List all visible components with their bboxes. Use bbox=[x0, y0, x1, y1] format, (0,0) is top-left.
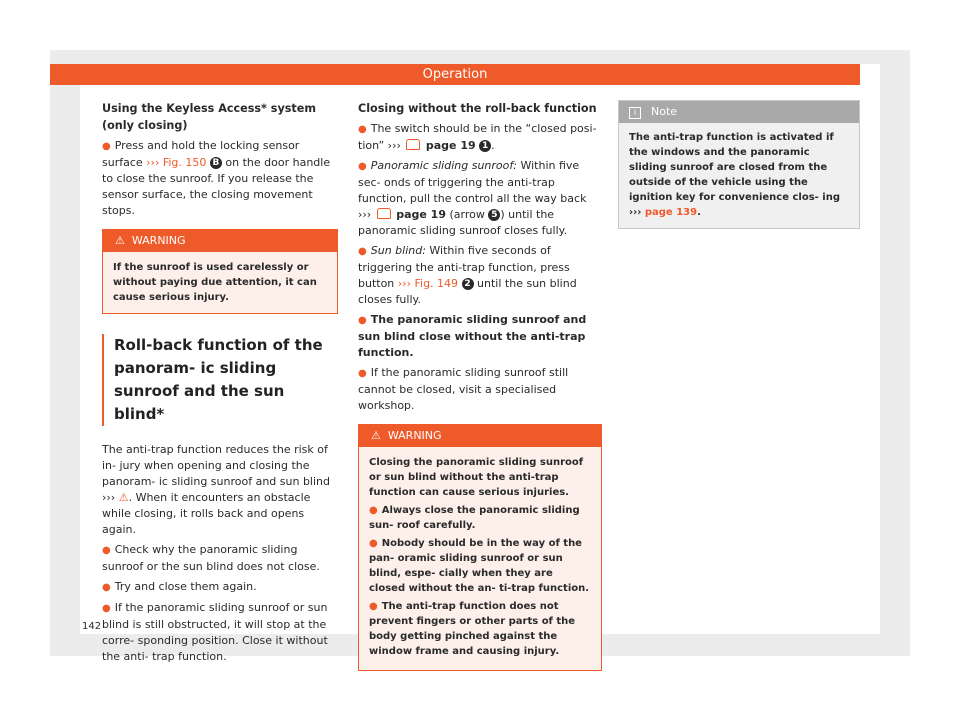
marker-5: 5 bbox=[488, 209, 500, 221]
warning-header: ⚠ WARNING bbox=[359, 425, 601, 447]
section-header: Operation bbox=[50, 64, 860, 85]
bullet-icon: ● bbox=[102, 141, 111, 152]
warning-icon: ⚠ bbox=[115, 234, 125, 247]
list-item: ● Check why the panoramic sliding sunroof or the sun blind does not close. bbox=[102, 543, 320, 573]
bullet-icon: ● bbox=[102, 603, 111, 614]
warning-item: ● Nobody should be in the way of the pan- oramic sliding sunroof or sun blind, espe- cially when they are closed without the an- ti-trap function. bbox=[369, 538, 590, 594]
page-139-link[interactable]: page 139 bbox=[644, 207, 698, 218]
list-item: ● The panoramic sliding sunroof and sun blind close without the anti-trap function. bbox=[358, 313, 587, 359]
list-item: ● Try and close them again. bbox=[102, 580, 257, 593]
bullet-icon: ● bbox=[358, 124, 367, 135]
list-item: ● Panoramic sliding sunroof: Within five sec- onds of triggering the anti-trap function, pull the control all the way back ››› page 19 (arrow 5 ) until the panoramic sliding sunroof closes fully. bbox=[358, 159, 587, 237]
page-ref[interactable]: page 19 bbox=[396, 208, 446, 221]
page-number: 142 bbox=[82, 621, 102, 632]
bullet-icon: ● bbox=[102, 582, 111, 593]
rollback-intro: The anti-trap function reduces the risk of in- jury when opening and closing the panoram- ic sliding sunroof and sun blind ››› ⚠. When it encounters an obstacle while closing, it rolls back and opens again. bbox=[102, 443, 330, 536]
rollback-section-title: Roll-back function of the panoram- ic sliding sunroof and the sun blind* bbox=[102, 334, 338, 426]
warning-item: ● The anti-trap function does not prevent fingers or other parts of the body getting pinched against the window frame and causing injury. bbox=[369, 601, 576, 657]
car-icon bbox=[406, 139, 420, 150]
marker-1: 1 bbox=[479, 140, 491, 152]
bullet-icon: ● bbox=[358, 315, 367, 326]
column-left bbox=[102, 100, 338, 669]
list-item: ● The switch should be in the “closed posi- tion” ››› page 19 1 . bbox=[358, 122, 597, 152]
bullet-icon: ● bbox=[358, 161, 367, 172]
keyless-heading: Using the Keyless Access* system (only closing) bbox=[102, 102, 317, 132]
warning-body bbox=[359, 447, 601, 670]
warning-intro: Closing the panoramic sliding sunroof or sun blind without the anti-trap function can cause serious injuries. bbox=[369, 457, 584, 498]
info-icon: i bbox=[629, 107, 641, 119]
bullet-icon: ● bbox=[369, 505, 378, 516]
warning-header: ⚠ WARNING bbox=[103, 230, 337, 252]
page-ref[interactable]: page 19 bbox=[425, 139, 476, 152]
car-icon bbox=[377, 208, 391, 219]
warning-ref-icon[interactable]: ⚠ bbox=[118, 491, 129, 504]
marker-b: B bbox=[210, 157, 222, 169]
list-item: ● If the panoramic sliding sunroof still cannot be closed, visit a specialised workshop. bbox=[358, 366, 569, 412]
bullet-icon: ● bbox=[358, 368, 367, 379]
bullet-icon: ● bbox=[369, 601, 378, 612]
closing-heading: Closing without the roll-back function bbox=[358, 102, 597, 115]
note-text: The anti-trap function is activated if the windows and the panoramic sliding sunroof are closed from the outside of the vehicle using the ignition key for convenience clos- ing ››› page 139. bbox=[619, 123, 859, 228]
fig-150-link[interactable]: ››› Fig. 150 bbox=[146, 156, 207, 169]
warning-text: If the sunroof is used carelessly or without paying due attention, it can cause serious injury. bbox=[103, 252, 337, 313]
warning-box bbox=[358, 424, 602, 671]
warning-icon: ⚠ bbox=[371, 429, 381, 442]
column-right bbox=[618, 100, 860, 229]
fig-149-link[interactable]: ››› Fig. 149 bbox=[397, 277, 459, 290]
marker-2: 2 bbox=[462, 278, 474, 290]
warning-box bbox=[102, 229, 338, 314]
warning-item: ● Always close the panoramic sliding sun- roof carefully. bbox=[369, 505, 580, 531]
column-middle bbox=[358, 100, 602, 683]
keyless-paragraph: ● Press and hold the locking sensor surface ››› Fig. 150 B on the door handle to close the sunroof. If you release the sensor surface, the closing movement stops. bbox=[102, 139, 331, 217]
bullet-icon: ● bbox=[102, 545, 111, 556]
bullet-icon: ● bbox=[369, 538, 378, 549]
note-header: i Note bbox=[619, 101, 859, 123]
note-box bbox=[618, 100, 860, 229]
list-item: ● If the panoramic sliding sunroof or sun blind is still obstructed, it will stop at the corre- sponding position. Close it without the anti- trap function. bbox=[102, 601, 328, 663]
list-item: ● Sun blind: Within five seconds of triggering the anti-trap function, press button ››› Fig. 149 2 until the sun blind closes fully. bbox=[358, 244, 577, 306]
bullet-icon: ● bbox=[358, 246, 367, 257]
